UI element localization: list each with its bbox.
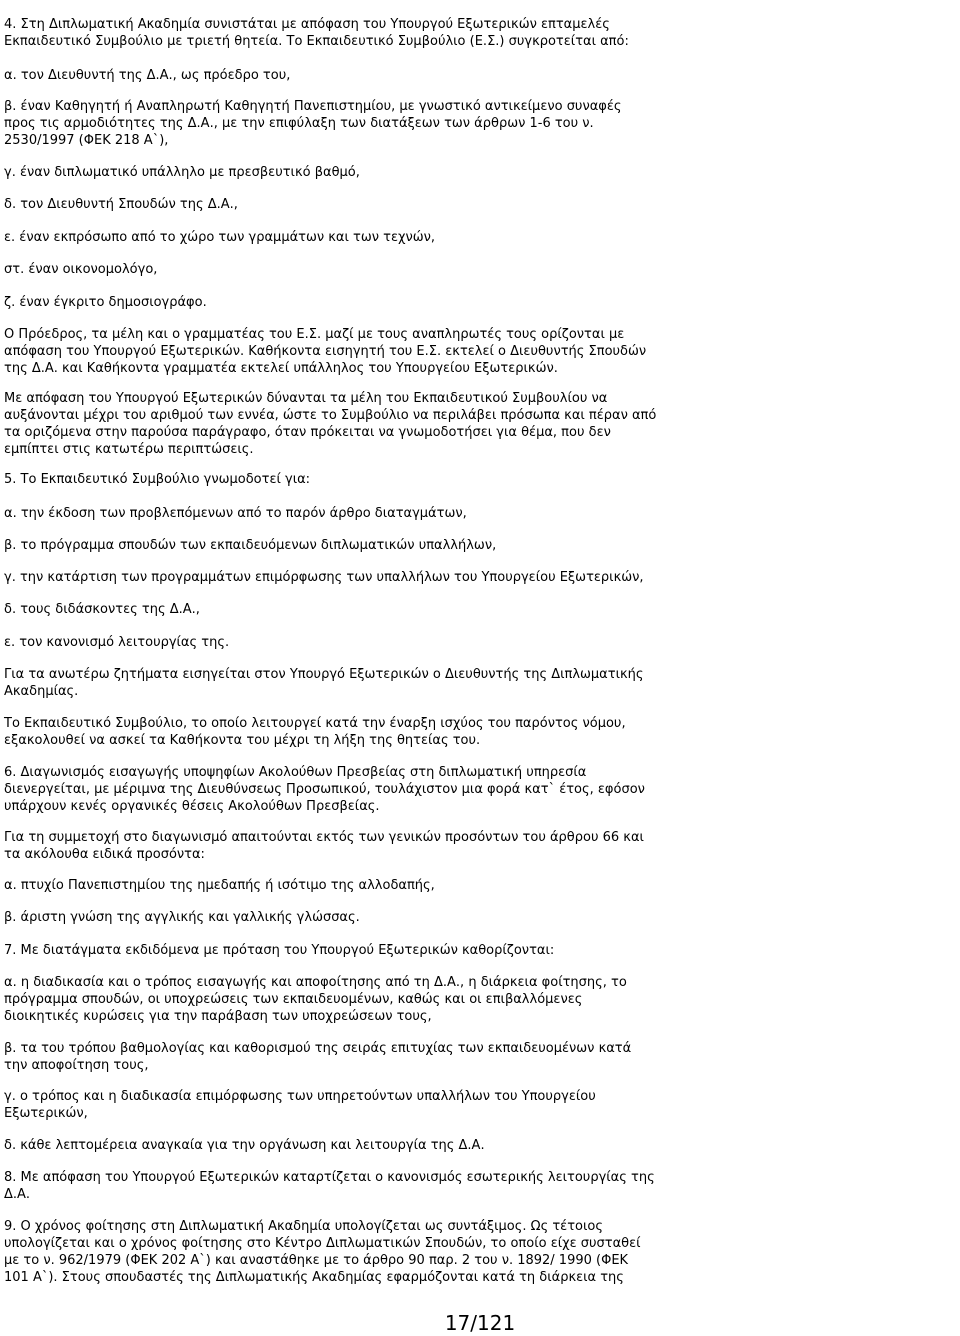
list-item-5c <box>4 569 664 586</box>
text-line: α. την έκδοση των προβλεπόμενων από το παρόν άρθρο διαταγμάτων, <box>4 506 467 521</box>
list-item-5a <box>4 505 664 522</box>
text-line: δ. τους διδάσκοντες της Δ.Α., <box>4 602 200 617</box>
text-line: απόφαση του Υπουργού Εξωτερικών. Καθήκοντα εισηγητή του Ε.Σ. εκτελεί ο Διευθυντής Σπουδών <box>4 344 647 359</box>
paragraph-members <box>4 326 664 377</box>
list-item-7c <box>4 1088 664 1122</box>
text-line: Με απόφαση του Υπουργού Εξωτερικών δύνανται τα μέλη του Εκπαιδευτικού Συμβουλίου να <box>4 391 608 406</box>
text-line: πρόγραμμα σπουδών, οι υποχρεώσεις των εκπαιδευομένων, καθώς και οι επιβαλλόμενες <box>4 992 583 1007</box>
text-line: β. το πρόγραμμα σπουδών των εκπαιδευόμενων διπλωματικών υπαλλήλων, <box>4 538 497 553</box>
text-line: β. τα του τρόπου βαθμολογίας και καθορισμού της σειράς επιτυχίας των εκπαιδευομένων κατά <box>4 1041 632 1056</box>
list-item-7d <box>4 1137 664 1154</box>
text-line: Για τα ανωτέρω ζητήματα εισηγείται στον Υπουργό Εξωτερικών ο Διευθυντής της Διπλωματικής <box>4 667 644 682</box>
text-line: ζ. έναν έγκριτο δημοσιογράφο. <box>4 295 207 310</box>
list-item-st <box>4 261 664 278</box>
list-item-6a <box>4 877 664 894</box>
text-line: υπολογίζεται και ο χρόνος φοίτησης στο Κέντρο Διπλωματικών Σπουδών, το οποίο είχε συσταθεί <box>4 1236 641 1251</box>
text-line: δ. τον Διευθυντή Σπουδών της Δ.Α., <box>4 197 238 212</box>
paragraph-4-intro <box>4 16 664 50</box>
paragraph-8 <box>4 1169 664 1203</box>
list-item-a <box>4 67 664 84</box>
text-line: της Δ.Α. και Καθήκοντα γραμματέα εκτελεί υπάλληλος του Υπουργείου Εξωτερικών. <box>4 361 558 376</box>
text-line: 101 Α`). Στους σπουδαστές της Διπλωματικής Ακαδημίας εφαρμόζονται κατά τη διάρκεια της <box>4 1270 624 1285</box>
text-line: γ. την κατάρτιση των προγραμμάτων επιμόρφωσης των υπαλλήλων του Υπουργείου Εξωτερικών, <box>4 570 644 585</box>
text-line: β. άριστη γνώση της αγγλικής και γαλλικής γλώσσας. <box>4 910 360 925</box>
text-line: Εξωτερικών, <box>4 1106 88 1121</box>
text-line: προς τις αρμοδιότητες της Δ.Α., με την επιφύλαξη των διατάξεων των άρθρων 1-6 του ν. <box>4 116 594 131</box>
text-line: α. η διαδικασία και ο τρόπος εισαγωγής και αποφοίτησης από τη Δ.Α., η διάρκεια φοίτησης, το <box>4 975 627 990</box>
text-line: Για τη συμμετοχή στο διαγωνισμό απαιτούνται εκτός των γενικών προσόντων του άρθρου 66 και <box>4 830 644 845</box>
list-item-5b <box>4 537 664 554</box>
paragraph-qualifications <box>4 829 664 863</box>
text-line: 7. Με διατάγματα εκδιδόμενα με πρόταση του Υπουργού Εξωτερικών καθορίζονται: <box>4 943 555 958</box>
paragraph-5 <box>4 471 664 488</box>
text-line: διενεργείται, με μέριμνα της Διευθύνσεως Προσωπικού, τουλάχιστον μια φορά κατ` έτος, εφόσον <box>4 782 645 797</box>
list-item-d <box>4 196 664 213</box>
text-line: α. πτυχίο Πανεπιστημίου της ημεδαπής ή ισότιμο της αλλοδαπής, <box>4 878 435 893</box>
text-line: στ. έναν οικονομολόγο, <box>4 262 158 277</box>
text-line: γ. ο τρόπος και η διαδικασία επιμόρφωσης των υπηρετούντων υπαλλήλων του Υπουργείου <box>4 1089 596 1104</box>
text-line: 8. Με απόφαση του Υπουργού Εξωτερικών καταρτίζεται ο κανονισμός εσωτερικής λειτουργίας της <box>4 1170 655 1185</box>
text-line: 2530/1997 (ΦΕΚ 218 Α`), <box>4 133 169 148</box>
text-line: Το Εκπαιδευτικό Συμβούλιο, το οποίο λειτουργεί κατά την έναρξη ισχύος του παρόντος νόμου, <box>4 716 626 731</box>
paragraph-9 <box>4 1218 664 1286</box>
text-line: διοικητικές κυρώσεις για την παράβαση των υποχρεώσεων τους, <box>4 1009 432 1024</box>
list-item-b <box>4 98 664 149</box>
text-line: 9. Ο χρόνος φοίτησης στη Διπλωματική Ακαδημία υπολογίζεται ως συντάξιμος. Ως τέτοιος <box>4 1219 603 1234</box>
text-line: Ο Πρόεδρος, τα μέλη και ο γραμματέας του Ε.Σ. μαζί με τους αναπληρωτές τους ορίζονται με <box>4 327 625 342</box>
text-line: εξακολουθεί να ασκεί τα Καθήκοντα του μέχρι τη λήξη της θητείας του. <box>4 733 481 748</box>
text-line: τα ακόλουθα ειδικά προσόντα: <box>4 847 205 862</box>
text-line: β. έναν Καθηγητή ή Αναπληρωτή Καθηγητή Πανεπιστημίου, με γνωστικό αντικείμενο συναφές <box>4 99 622 114</box>
text-line: 6. Διαγωνισμός εισαγωγής υποψηφίων Ακολούθων Πρεσβείας στη διπλωματική υπηρεσία <box>4 765 587 780</box>
list-item-7a <box>4 974 664 1025</box>
paragraph-rapporteur <box>4 666 664 700</box>
list-item-6b <box>4 909 664 926</box>
text-line: υπάρχουν κενές οργανικές θέσεις Ακολούθων Πρεσβείας. <box>4 799 380 814</box>
page-number: 17/121 <box>444 1311 516 1335</box>
text-line: γ. έναν διπλωματικό υπάλληλο με πρεσβευτικό βαθμό, <box>4 165 360 180</box>
paragraph-6 <box>4 764 664 815</box>
text-line: Δ.Α. <box>4 1187 31 1202</box>
list-item-c <box>4 164 664 181</box>
text-line: τα οριζόμενα στην παρούσα παράγραφο, όταν πρόκειται να γνωμοδοτήσει για θέμα, που δεν <box>4 425 611 440</box>
text-line: με το ν. 962/1979 (ΦΕΚ 202 Α`) και αναστάθηκε με το άρθρο 90 παρ. 2 του ν. 1892/ 1990 (ΦΕΚ <box>4 1253 629 1268</box>
list-item-z <box>4 294 664 311</box>
text-line: αυξάνονται μέχρι του αριθμού των εννέα, ώστε το Συμβούλιο να περιλάβει πρόσωπα και πέραν από <box>4 408 657 423</box>
text-line: α. τον Διευθυντή της Δ.Α., ως πρόεδρο του, <box>4 68 291 83</box>
text-line: 5. Το Εκπαιδευτικό Συμβούλιο γνωμοδοτεί για: <box>4 472 311 487</box>
paragraph-extension <box>4 390 664 458</box>
text-line: ε. τον κανονισμό λειτουργίας της. <box>4 635 230 650</box>
text-line: Εκπαιδευτικό Συμβούλιο με τριετή θητεία. Το Εκπαιδευτικό Συμβούλιο (Ε.Σ.) συγκροτείται από: <box>4 34 629 49</box>
text-line: Ακαδημίας. <box>4 684 79 699</box>
paragraph-7 <box>4 942 664 959</box>
text-line: εμπίπτει στις κατωτέρω περιπτώσεις. <box>4 442 254 457</box>
paragraph-continuation <box>4 715 664 749</box>
text-line: δ. κάθε λεπτομέρεια αναγκαία για την οργάνωση και λειτουργία της Δ.Α. <box>4 1138 485 1153</box>
list-item-e <box>4 229 664 246</box>
list-item-7b <box>4 1040 664 1074</box>
list-item-5e <box>4 634 664 651</box>
text-line: ε. έναν εκπρόσωπο από το χώρο των γραμμάτων και των τεχνών, <box>4 230 436 245</box>
text-line: την αποφοίτηση τους, <box>4 1058 149 1073</box>
list-item-5d <box>4 601 664 618</box>
text-line: 4. Στη Διπλωματική Ακαδημία συνιστάται με απόφαση του Υπουργού Εξωτερικών επταμελές <box>4 17 610 32</box>
